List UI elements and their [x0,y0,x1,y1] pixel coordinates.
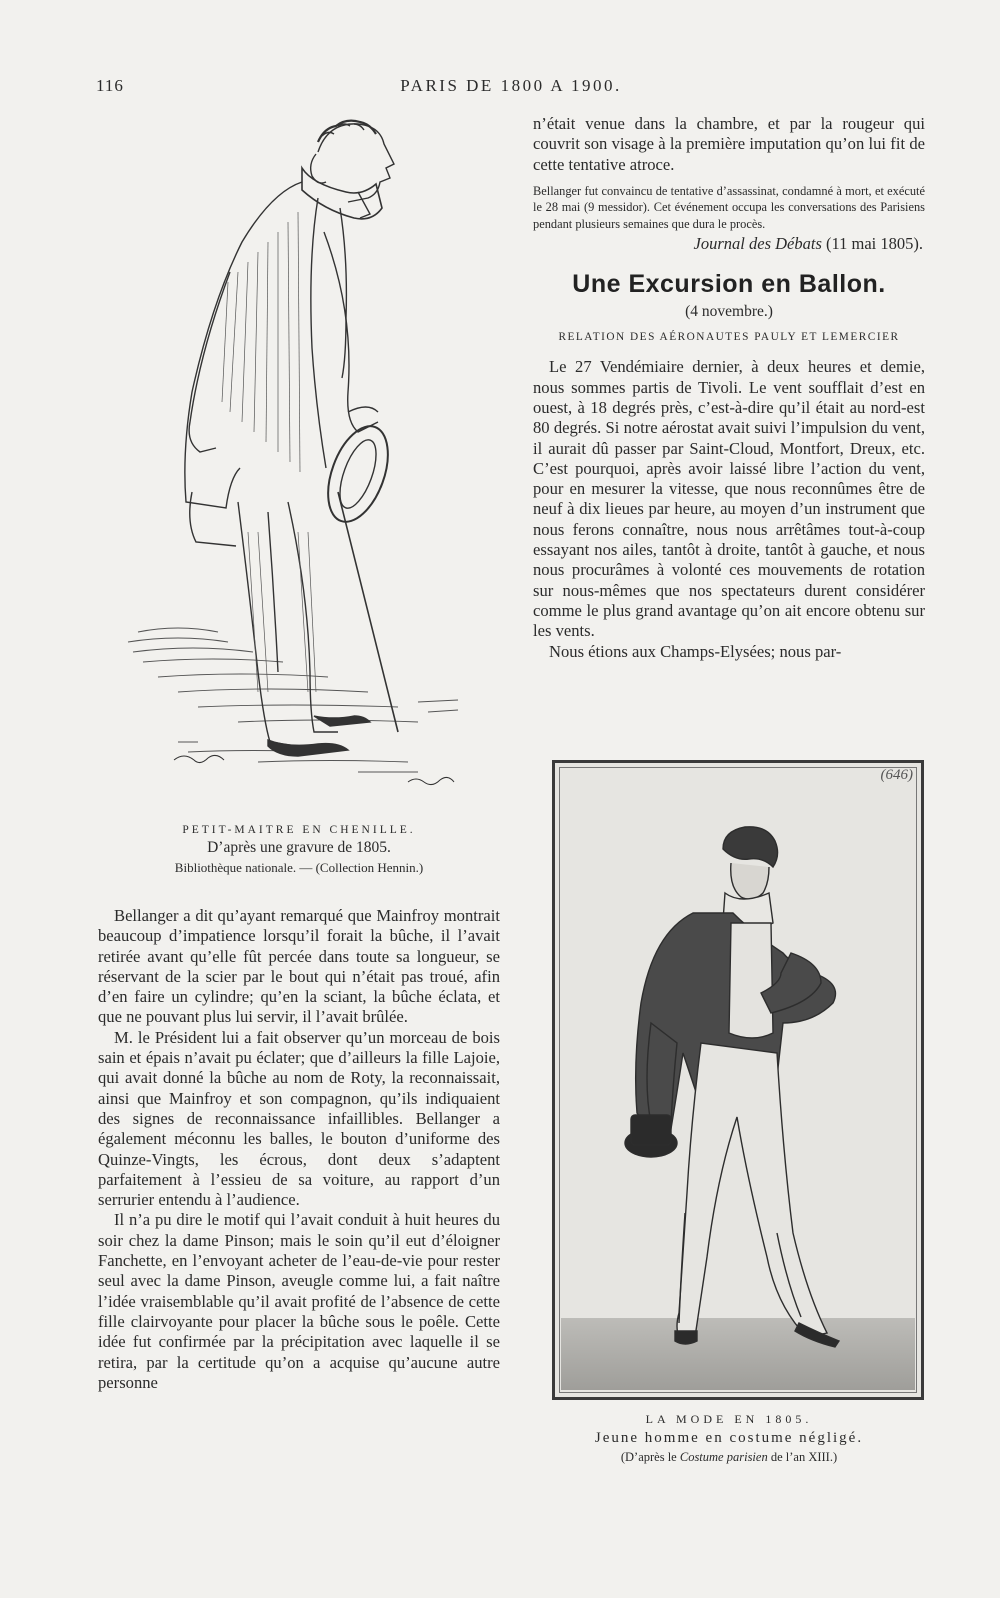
right-figure-caption [533,1412,925,1465]
left-paragraph-2: M. le Président lui a fait observer qu’un morceau de bois sain et épais n’avait pu éclater; que d’ailleurs la fille Lajoie, qui avait donné la bûche au nom de Roty, la reconnaissait, ainsi que Mainfroy et son compagnon, qu’ils indiquaient des signes de reconnaissance infaillibles. Bellanger a également méconnu les balles, le bouton d’uniforme des Quinze-Vingts, les écrous, dont deux s’adaptent parfaitement à l’essieu de sa voiture, au rapport d’un serrurier entendu à l’audience. [98,1027,500,1210]
left-caption-title: PETIT-MAITRE EN CHENILLE. [182,824,416,836]
section-title: Une Excursion en Ballon. [572,270,886,299]
left-paragraph-1: Bellanger a dit qu’ayant remarqué que Mainfroy montrait beaucoup d’impatience lorsqu’il forait la bûche, il l’avait retirée avant qu’elle fût percée dans toute sa longueur, se réservant de la scier par le bout qui n’était pas troué, afin d’en faire un cylindre; qu’en la sciant, la bûche éclata, et que ne pouvant plus lui servir, il l’avait brûlée. [98,906,500,1027]
left-paragraph-3: Il n’a pu dire le motif qui l’avait conduit à huit heures du soir chez la dame Pinson; mais le soin qu’il eut d’éloigner Fanchette, en l’envoyant acheter de l’eau-de-vie pour rester seul avec la dame Pinson, aveugle comme lui, a fait naître l’idée vraisemblable qu’il avait profité de l’absence de cette fille clairvoyante pour placer la bûche sous le poêle. Cette idée fut confirmée par la précipitation avec laquelle il se retira, par la certitude qu’on a acquise qu’aucune autre personne [98,1210,500,1392]
right-caption-credit [533,1450,925,1465]
right-column-text [533,114,925,662]
section-body [533,357,925,661]
engraving-figure-illustration [118,112,490,812]
left-column-text [98,906,500,1393]
page-number: 116 [96,76,124,95]
editor-note: Bellanger fut convaincu de tentative d’assassinat, condamné à mort, et exécuté le 28 mai (9 messidor). Cet événement occupa les conversations des Parisiens pendant plusieurs semaines que dura le procès. [533,183,925,231]
left-caption-credit: Bibliothèque nationale. — (Collection Hennin.) [174,860,424,875]
fashion-plate-frame [552,760,924,1400]
left-figure-caption [98,824,500,876]
fashion-plate-illustration [555,763,921,1397]
section-subtitle: RELATION DES AÉRONAUTES PAULY ET LEMERCIER [558,331,900,344]
engraving-petit-maitre [118,112,490,812]
running-title: PARIS DE 1800 A 1900. [400,76,622,95]
right-credit-italic: Costume parisien [679,1450,768,1464]
source-journal: Journal des Débats [693,234,822,254]
right-top-paragraph: n’était venue dans la chambre, et par la rougeur qui couvrit son visage à la première imputation qu’on lui fit de cette tentative atroce. [533,114,925,174]
source-citation [533,234,923,254]
right-caption-title: LA MODE EN 1805. [645,1412,813,1426]
page-header [96,76,926,100]
plate-number: (646) [880,767,913,783]
section-paragraph-2: Nous étions aux Champs-Elysées; nous par- [549,641,842,661]
right-credit-post: de l’an XIII.) [770,1450,838,1464]
left-caption-subtitle: D’après une gravure de 1805. [207,839,391,856]
right-credit-pre: (D’après le [620,1450,677,1464]
section-paragraph-1: Le 27 Vendémiaire dernier, à deux heures et demie, nous sommes partis de Tivoli. Le vent soufflait d’est en ouest, à 18 degrés près, c’est-à-dire qu’il était au nord-est 80 degrés. Si notre aérostat avait suivi l’impulsion du vent, il aurait dû passer par Saint-Cloud, Montfort, Dreux, etc. C’est pourquoi, après avoir laissé libre l’action du vent, pour en mesurer la vitesse, que nous reconnûmes être de neuf à dix lieues par heure, au moyen d’un instrument que nous ferons connaître, nous nous arrêtâmes tout-à-coup essayant nos ailes, tantôt à droite, tantôt à gauche, et nous nous procurâmes à volonté ces mouvements de rotation sur nous-mêmes que nos spectateurs durent considérer comme le plus grand avantage qu’on ait encore obtenu sur les vents. [533,357,925,641]
right-caption-subtitle: Jeune homme en costume négligé. [594,1430,864,1446]
section-date: (4 novembre.) [685,303,773,321]
source-date: (11 mai 1805). [826,234,923,254]
